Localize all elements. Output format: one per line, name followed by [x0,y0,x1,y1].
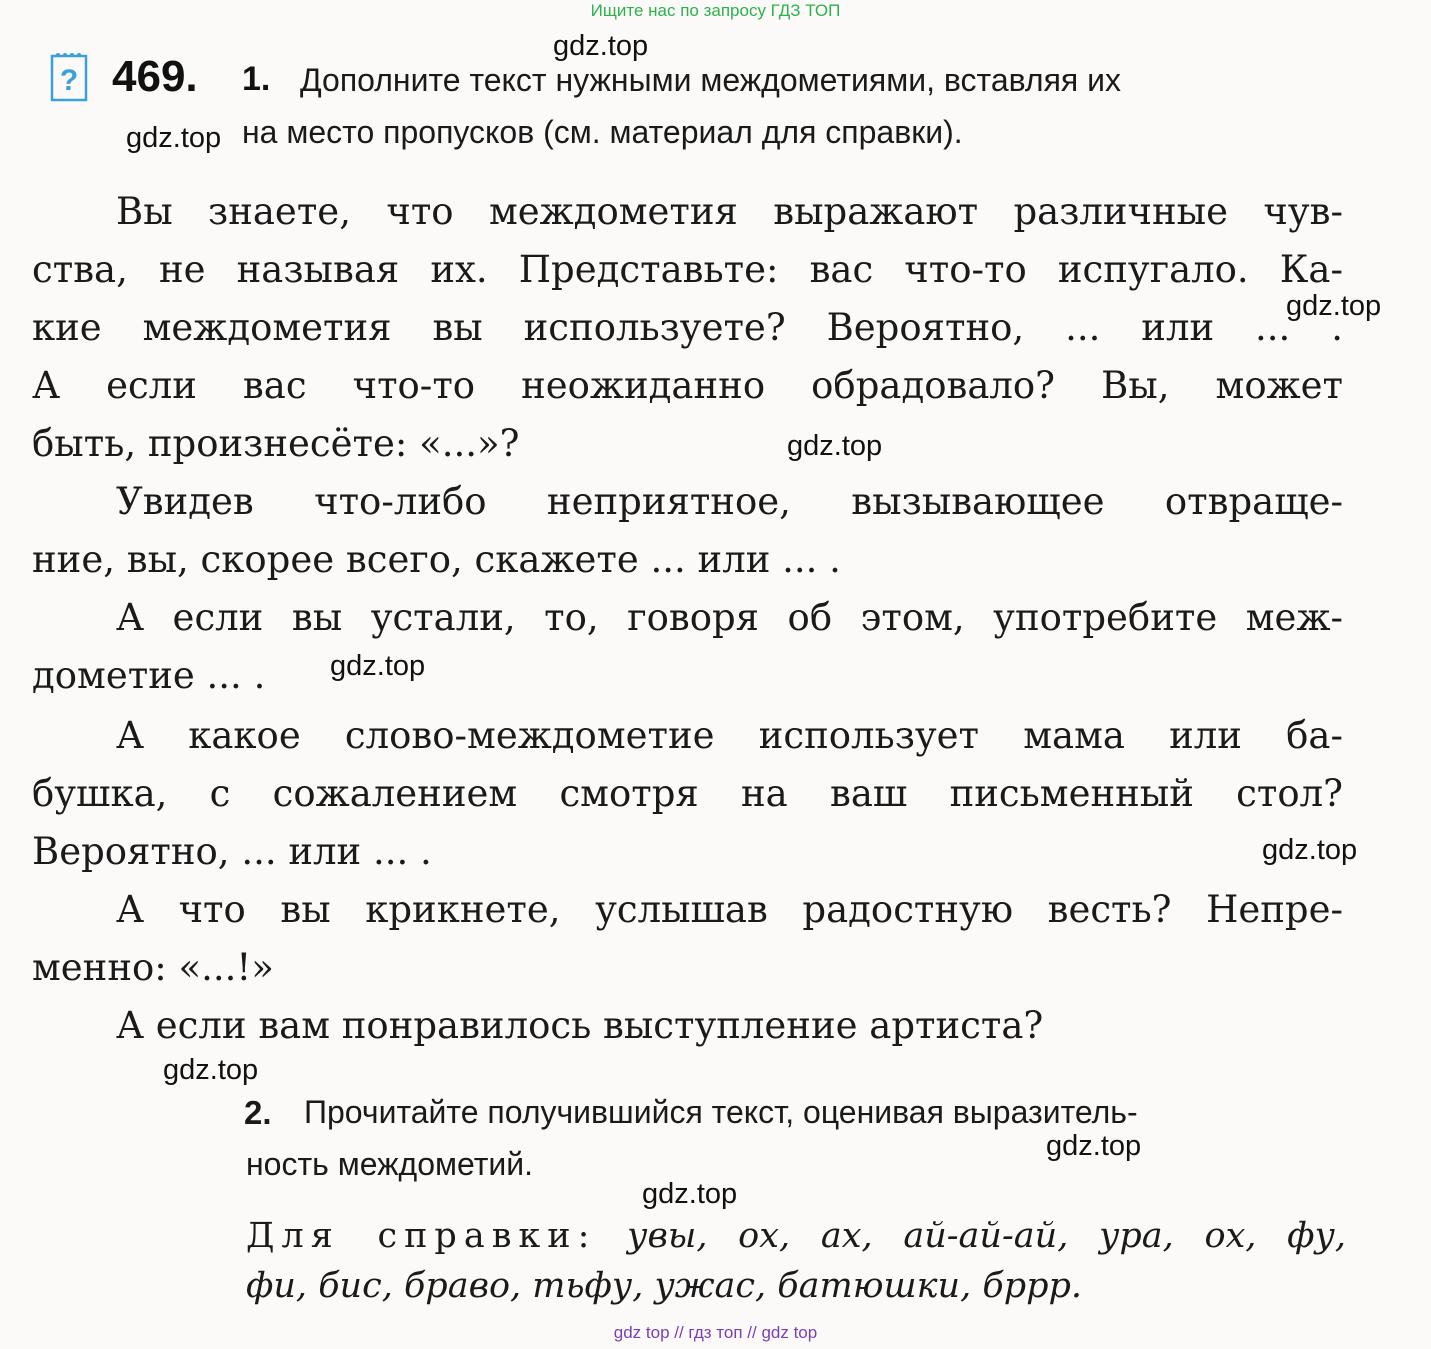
task-part2-line2: ность междометий. [246,1146,534,1182]
body-line: А если вам понравилось выступление артиста? [116,1004,1044,1047]
reference-line2: фи, бис, браво, тьфу, ужас, батюшки, бррр. [246,1266,1083,1306]
watermark: gdz.top [787,430,883,462]
task-instruction-line2: на место пропусков (см. материал для справки). [242,114,963,150]
body-line: Вероятно, ... или ... . [32,830,432,873]
body-line: дометие ... . [32,654,266,697]
body-line: ства, не называя их. Представьте: вас что-то испугало. Ка- [32,248,1343,291]
reference-line1 [246,1216,1346,1256]
body-line: ние, вы, скорее всего, скажете ... или ... . [32,538,841,581]
watermark: gdz.top [1286,290,1382,322]
reference-label: Для справки: [246,1216,597,1256]
body-line: быть, произнесёте: «...»? [32,422,520,465]
watermark: gdz.top [1046,1130,1142,1162]
body-line: Увидев что-либо неприятное, вызывающее отвраще- [116,480,1343,523]
body-line: бушка, с сожалением смотря на ваш письменный стол? [32,772,1343,815]
body-line: кие междометия вы используете? Вероятно, ... или ... . [32,306,1343,349]
top-banner[interactable]: Ищите нас по запросу ГДЗ ТОП [590,1,841,20]
bottom-banner[interactable]: gdz top // гдз топ // gdz top [613,1323,818,1342]
watermark: gdz.top [553,30,649,62]
task-part2-number: 2. [244,1094,272,1131]
task-part2-line1: Прочитайте получившийся текст, оценивая выразитель- [304,1094,1138,1130]
task-question-icon [50,50,88,102]
body-line: А если вас что-то неожиданно обрадовало? Вы, может [32,364,1343,407]
task-number: 469. [112,52,198,101]
watermark: gdz.top [126,122,222,154]
watermark: gdz.top [1262,834,1358,866]
watermark: gdz.top [330,650,426,682]
body-line: Вы знаете, что междометия выражают различные чув- [116,190,1343,233]
task-instruction-line1: Дополните текст нужными междометиями, вставляя их [300,62,1121,98]
body-line: А какое слово-междометие использует мама или ба- [116,714,1343,757]
body-line: А что вы крикнете, услышав радостную весть? Непре- [116,888,1343,931]
watermark: gdz.top [163,1054,259,1086]
svg-text:?: ? [59,64,79,97]
task-part1-number: 1. [242,60,271,98]
reference-words: увы, ох, ах, ай-ай-ай, ура, ох, фу, [596,1216,1346,1256]
body-line: менно: «...!» [32,946,274,989]
watermark: gdz.top [642,1178,738,1210]
body-line: А если вы устали, то, говоря об этом, употребите меж- [116,596,1343,639]
